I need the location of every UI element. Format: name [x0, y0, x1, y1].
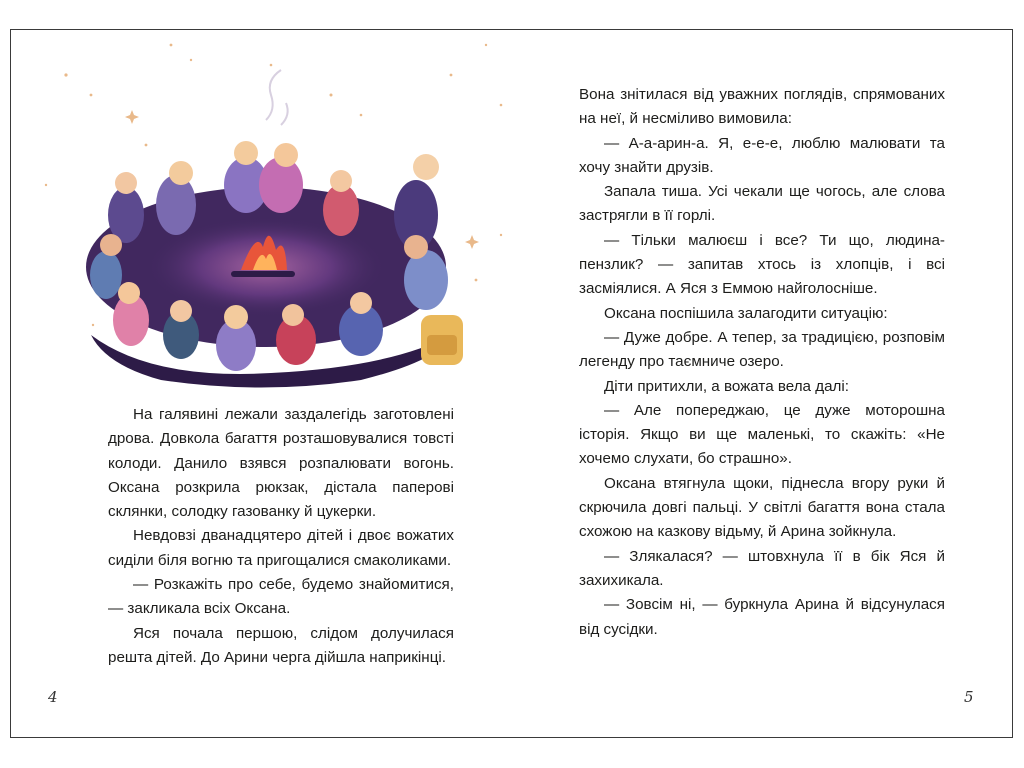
left-page-text	[108, 403, 454, 670]
paragraph: — А-а-арин-а. Я, е-е-е, люблю малювати та хочу знайти друзів.	[579, 134, 945, 176]
paragraph: — Злякалася? — штовхнула її в бік Яся й захихикала.	[579, 547, 945, 589]
paragraph: Запала тиша. Усі чекали ще чогось, але слова застрягли в її горлі.	[579, 183, 945, 225]
paragraph: — Розкажіть про себе, будемо знайомитися, — закликала всіх Оксана.	[108, 576, 454, 618]
right-page-text	[579, 83, 945, 642]
page-number-left: 4	[48, 688, 58, 706]
paragraph: Вона знітилася від уважних поглядів, спрямованих на неї, й несміливо вимовила:	[579, 86, 945, 128]
paragraph: — Дуже добре. А тепер, за традицією, розповім легенду про таємниче озеро.	[579, 328, 945, 371]
book-spread	[10, 29, 1013, 738]
paragraph: — Тільки малюєш і все? Ти що, людина-пензлик? — запитав хтось із хлопців, і всі засміялися. А Яся з Еммою найголосніше.	[579, 231, 945, 298]
backpack-icon	[421, 315, 463, 365]
paragraph: На галявині лежали заздалегідь заготовлені дрова. Довкола багаття розташовувалися товсті колоди. Данило взявся розпалювати вогонь. Оксана розкрила рюкзак, дістала паперові склянки, солодку газованку й цукерки.	[108, 406, 454, 521]
paragraph: Оксана втягнула щоки, піднесла вгору руки й скрючила довгі пальці. У світлі багаття вона стала схожою на казкову відьму, й Арина зойкнула.	[579, 474, 945, 541]
paragraph: — Але попереджаю, це дуже моторошна історія. Якщо ви ще маленькі, то скажіть: «Не хочемо слухати, бо страшно».	[579, 401, 945, 468]
paragraph: Діти притихли, а вожата вела далі:	[604, 377, 849, 395]
paragraph: Яся почала першою, слідом долучилася решта дітей. До Арини черга дійшла наприкінці.	[108, 624, 454, 666]
smoke	[266, 70, 288, 125]
campfire-illustration	[31, 35, 521, 399]
paragraph: Невдовзі дванадцятеро дітей і двоє вожатих сиділи біля вогню та пригощалися смаколиками.	[108, 527, 454, 569]
paragraph: Оксана поспішила залагодити ситуацію:	[604, 304, 888, 322]
page-number-right: 5	[964, 688, 974, 706]
paragraph: — Зовсім ні, — буркнула Арина й відсунулася від сусідки.	[579, 596, 945, 638]
